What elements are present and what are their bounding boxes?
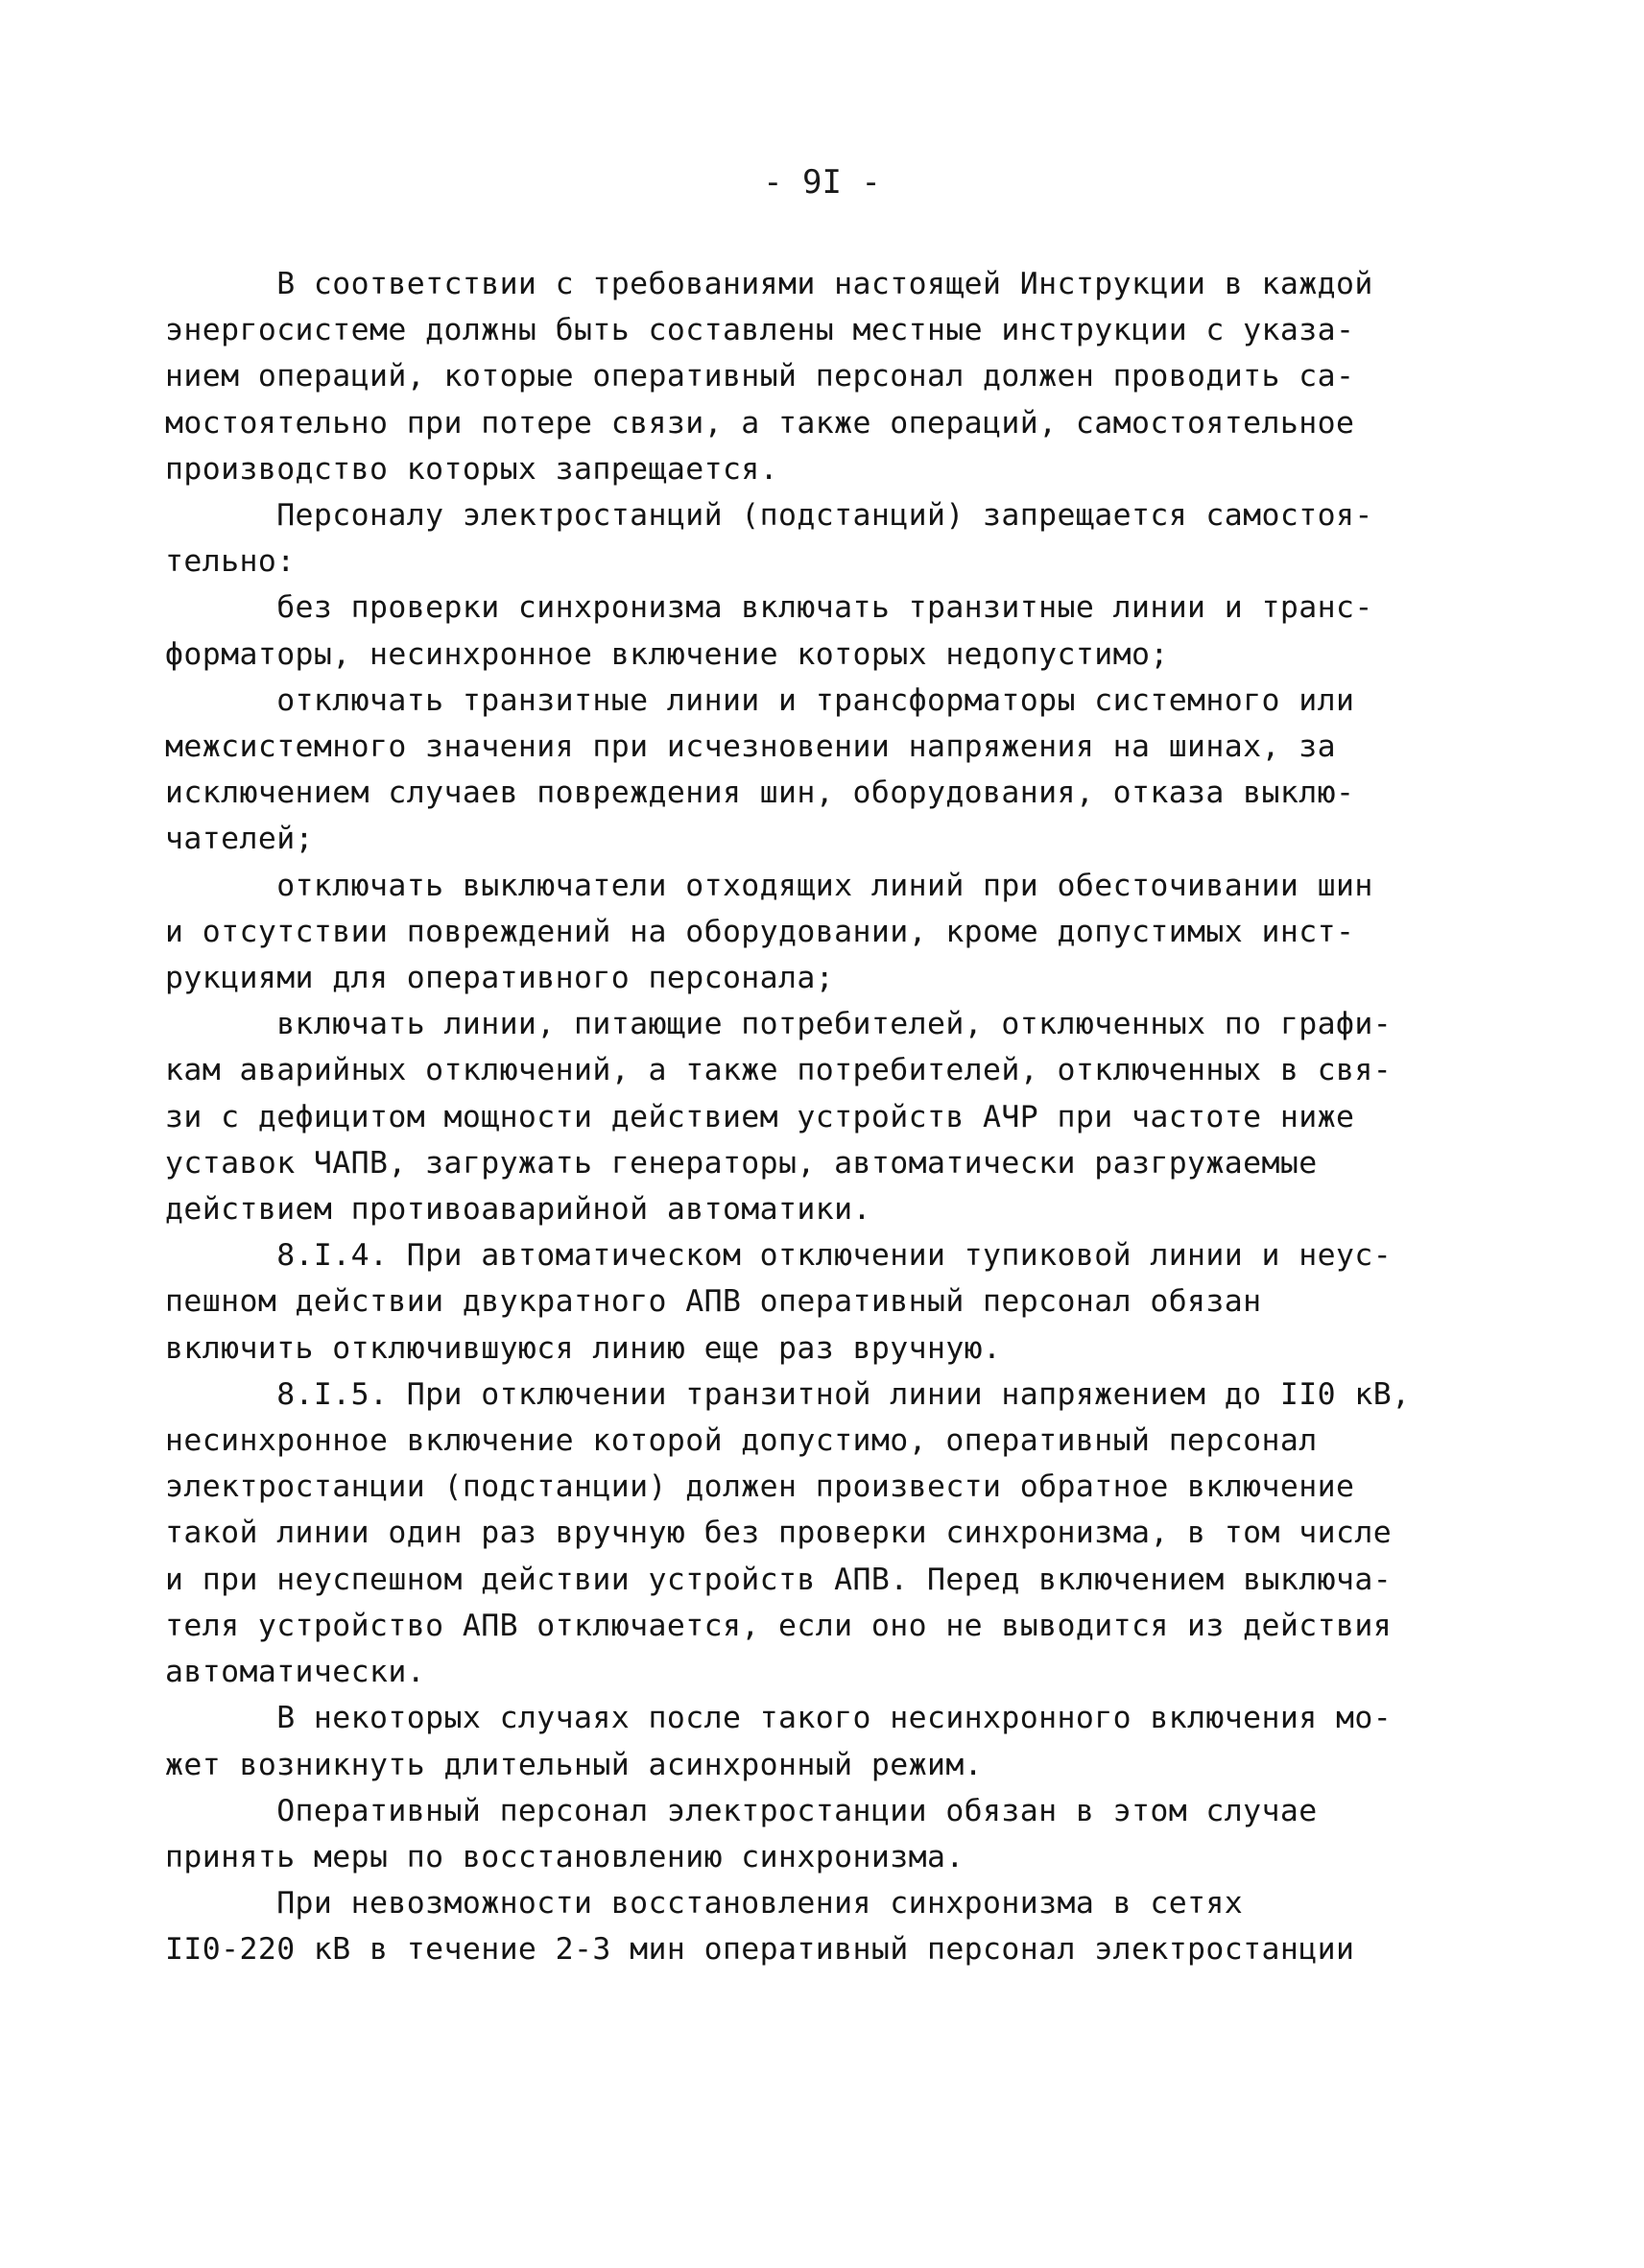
section-8-1-5 [165,1372,1504,1695]
paragraph-asynchronous-mode [165,1695,1504,1787]
text-line: II0-220 кВ в течение 2-3 мин оперативный персонал электростанции [165,1932,1355,1968]
text-line: форматоры, несинхронное включение которых недопустимо; [165,636,1169,672]
text-line: зи с дефицитом мощности действием устройств АЧР при частоте ниже [165,1099,1355,1134]
text-line: включить отключившуюся линию еще раз вручную. [165,1330,1002,1366]
text-line: принять меры по восстановлению синхронизма. [165,1839,965,1874]
text-line: электростанции (подстанции) должен произвести обратное включение [165,1469,1355,1505]
text-line: такой линии один раз вручную без проверки синхронизма, в том числе [165,1516,1393,1551]
text-line: При невозможности восстановления синхронизма в сетях [165,1886,1244,1922]
text-line: кам аварийных отключений, а также потребителей, отключенных в свя- [165,1053,1393,1088]
text-line: включать линии, питающие потребителей, отключенных по графи- [165,1007,1393,1042]
text-line: отключать транзитные линии и трансформаторы системного или [165,682,1355,718]
text-line: несинхронное включение которой допустимо, оперативный персонал [165,1423,1318,1459]
text-line: В некоторых случаях после такого несинхронного включения мо- [165,1701,1393,1736]
text-line: действием противоаварийной автоматики. [165,1192,871,1228]
text-line: производство которых запрещается. [165,451,779,487]
text-line: и при неуспешном действии устройств АПВ. Перед включением выключа- [165,1562,1393,1597]
text-line: энергосистеме должны быть составлены местные инструкции с указа- [165,313,1355,348]
paragraph-prohibition-consumers [165,1001,1504,1232]
text-line: жет возникнуть длительный асинхронный режим. [165,1747,984,1782]
paragraph-local-instructions [165,261,1504,492]
text-line: 8.I.4. При автоматическом отключении тупиковой линии и неус- [165,1238,1393,1274]
text-line: автоматически. [165,1655,426,1690]
text-line: чателей; [165,822,314,857]
text-line: тельно: [165,544,296,580]
text-line: 8.I.5. При отключении транзитной линии напряжением до II0 кВ, [165,1376,1411,1412]
paragraph-restore-synchronism [165,1788,1504,1880]
paragraph-prohibition-synchronism [165,585,1504,677]
text-line: отключать выключатели отходящих линий при обесточивании шин [165,868,1373,903]
paragraph-110-220kv [165,1880,1504,1972]
paragraph-prohibition-outgoing-lines [165,863,1504,1002]
text-line: мостоятельно при потере связи, а также операций, самостоятельное [165,405,1355,441]
text-line: исключением случаев повреждения шин, оборудования, отказа выклю- [165,776,1355,811]
text-line: уставок ЧАПВ, загружать генераторы, автоматически разгружаемые [165,1145,1318,1181]
text-line: рукциями для оперативного персонала; [165,961,835,996]
text-line: пешном действии двукратного АПВ оперативный персонал обязан [165,1284,1262,1320]
text-line: Оперативный персонал электростанции обязан в этом случае [165,1793,1318,1828]
text-line: Персоналу электростанций (подстанций) запрещается самостоя- [165,498,1373,534]
text-line: В соответствии с требованиями настоящей Инструкции в каждой [165,267,1373,301]
text-line: нием операций, которые оперативный персонал должен проводить са- [165,359,1355,394]
section-8-1-4 [165,1232,1504,1372]
paragraph-prohibitions-intro [165,492,1504,585]
page-number: - 9I - [763,163,881,202]
text-line: межсистемного значения при исчезновении напряжения на шинах, за [165,729,1336,765]
text-line: без проверки синхронизма включать транзитные линии и транс- [165,590,1373,626]
paragraph-prohibition-disconnect-transit [165,678,1504,863]
document-body [165,261,1504,1973]
text-line: теля устройство АПВ отключается, если оно не выводится из действия [165,1608,1393,1643]
text-line: и отсутствии повреждений на оборудовании, кроме допустимых инст- [165,914,1355,949]
